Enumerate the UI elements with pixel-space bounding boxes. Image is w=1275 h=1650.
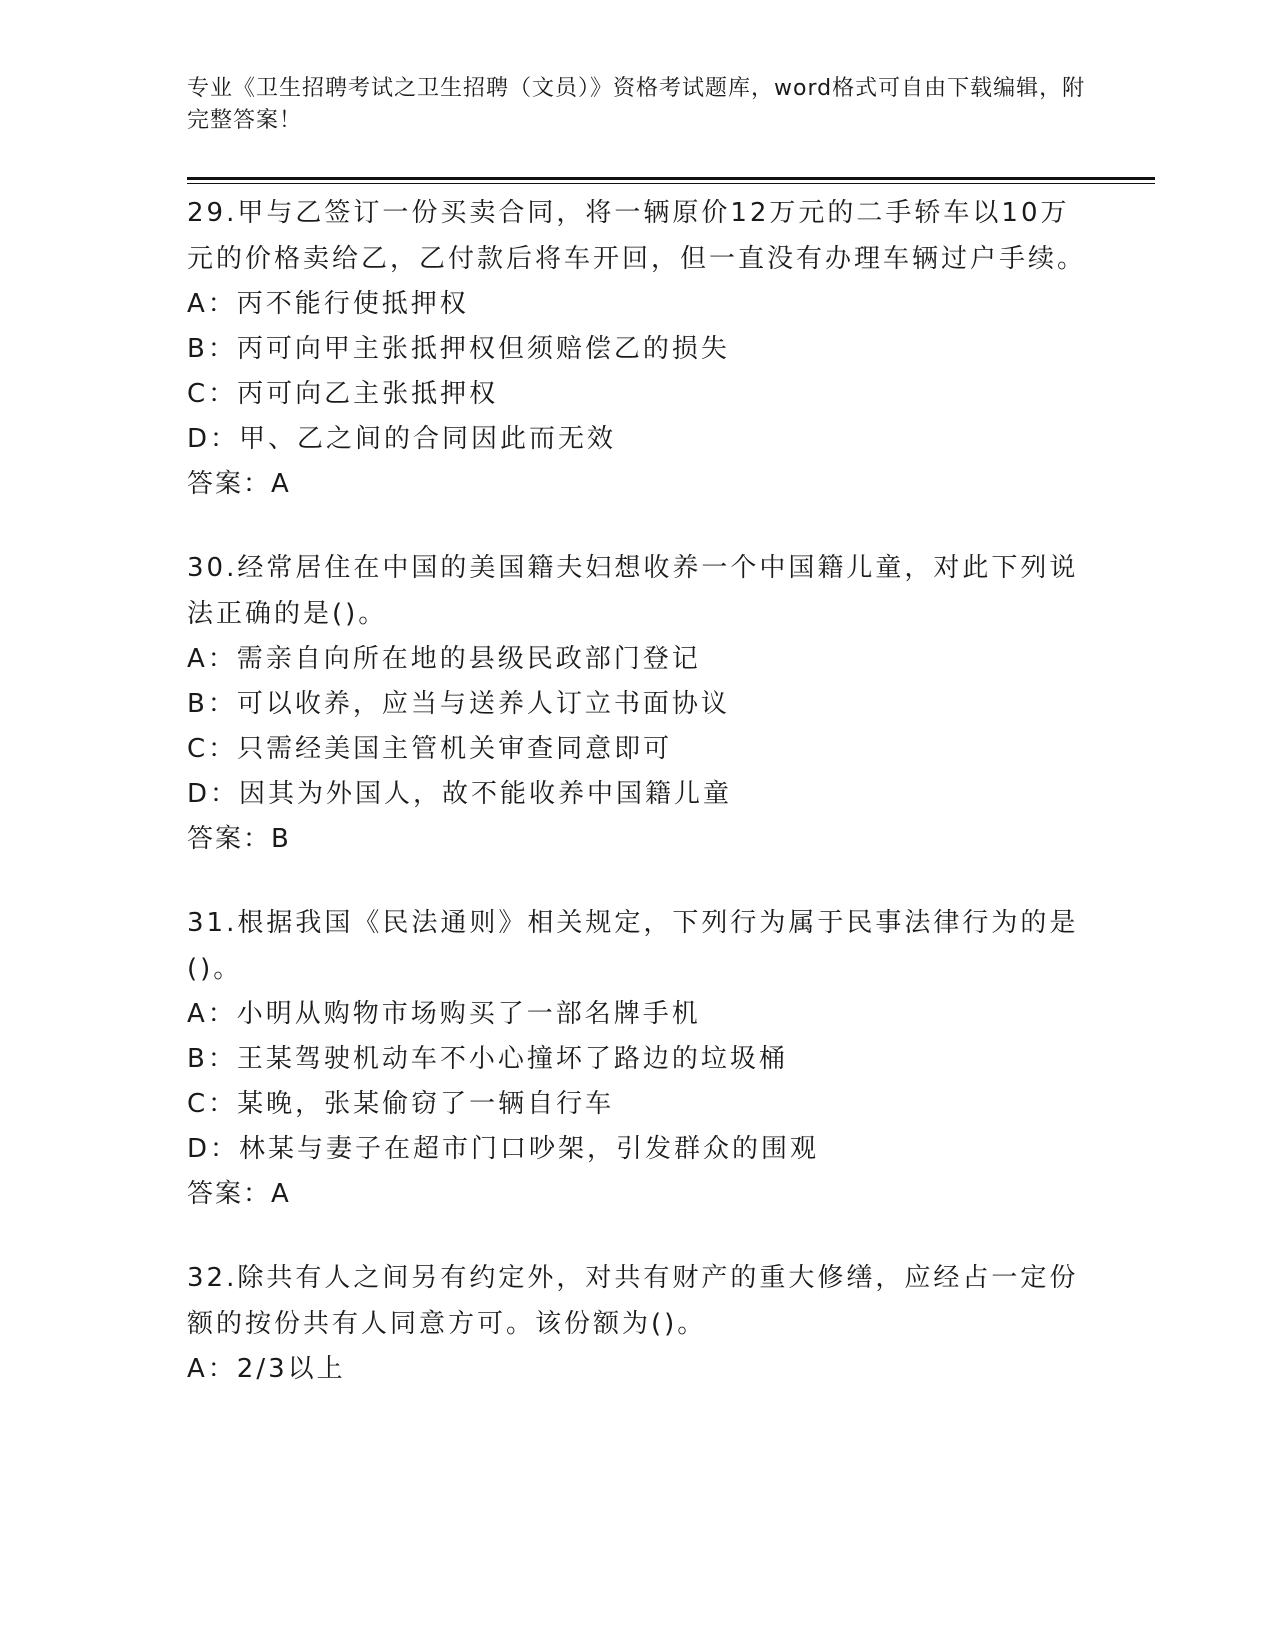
option-b: B：可以收养，应当与送养人订立书面协议 bbox=[187, 689, 730, 719]
header-divider-thick bbox=[187, 177, 1155, 180]
question-31 bbox=[187, 900, 1087, 1217]
option-c: C：某晚，张某偷窃了一辆自行车 bbox=[187, 1089, 615, 1119]
option-d: D：林某与妻子在超市门口吵架，引发群众的围观 bbox=[187, 1134, 820, 1164]
answer-line: 答案：B bbox=[187, 824, 291, 854]
question-stem: 31.根据我国《民法通则》相关规定，下列行为属于民事法律行为的是()。 bbox=[187, 908, 1079, 984]
document-header: 专业《卫生招聘考试之卫生招聘（文员）》资格考试题库，word格式可自由下载编辑，附完整答案！ bbox=[187, 76, 1086, 133]
question-stem: 30.经常居住在中国的美国籍夫妇想收养一个中国籍儿童，对此下列说法正确的是()。 bbox=[187, 553, 1079, 629]
option-a: A：丙不能行使抵押权 bbox=[187, 289, 469, 319]
option-a: A：小明从购物市场购买了一部名牌手机 bbox=[187, 999, 701, 1029]
question-stem: 29.甲与乙签订一份买卖合同，将一辆原价12万元的二手轿车以10万元的价格卖给乙，乙付款后将车开回，但一直没有办理车辆过户手续。 bbox=[187, 198, 1087, 274]
option-d: D：因其为外国人，故不能收养中国籍儿童 bbox=[187, 779, 733, 809]
option-a: A：需亲自向所在地的县级民政部门登记 bbox=[187, 644, 701, 674]
question-30 bbox=[187, 545, 1087, 862]
option-b: B：丙可向甲主张抵押权但须赔偿乙的损失 bbox=[187, 334, 730, 364]
question-stem: 32.除共有人之间另有约定外，对共有财产的重大修缮，应经占一定份额的按份共有人同意方可。该份额为()。 bbox=[187, 1263, 1079, 1339]
option-c: C：只需经美国主管机关审查同意即可 bbox=[187, 734, 673, 764]
option-b: B：王某驾驶机动车不小心撞坏了路边的垃圾桶 bbox=[187, 1044, 788, 1074]
answer-line: 答案：A bbox=[187, 1179, 291, 1209]
option-c: C：丙可向乙主张抵押权 bbox=[187, 379, 499, 409]
header-divider-thin bbox=[187, 183, 1155, 184]
question-29 bbox=[187, 190, 1087, 507]
question-32 bbox=[187, 1255, 1087, 1392]
answer-line: 答案：A bbox=[187, 469, 291, 499]
question-list bbox=[187, 190, 1087, 1430]
option-a: A：2/3以上 bbox=[187, 1354, 346, 1384]
option-d: D：甲、乙之间的合同因此而无效 bbox=[187, 424, 617, 454]
